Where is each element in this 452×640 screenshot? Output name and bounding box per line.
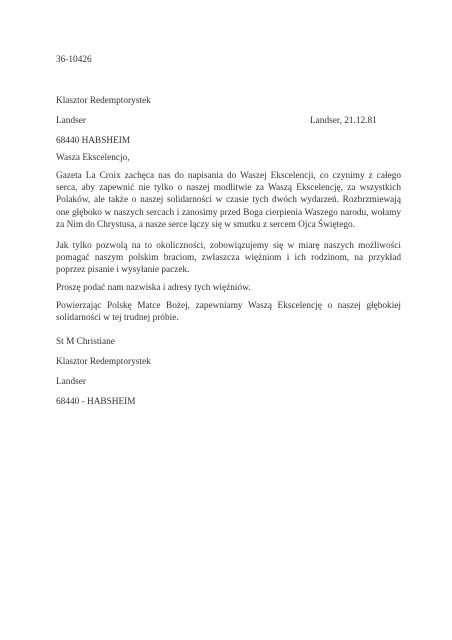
signature-name: St M Christiane	[56, 337, 115, 347]
signature-postcode-city: 68440 - HABSHEIM	[56, 397, 136, 407]
salutation: Wasza Ekscelencjo,	[56, 153, 130, 163]
place-date: Landser, 21.12.81	[310, 116, 377, 126]
body-paragraph-4: Powierzając Polskę Matce Bożej, zapewniamy Waszą Ekscelencję o naszej głębokiej solidarności w tej trudnej próbie.	[56, 301, 401, 324]
sender-name: Klasztor Redemptorystek	[56, 96, 151, 106]
signature-city: Landser	[56, 377, 86, 387]
sender-city: Landser	[56, 116, 86, 126]
signature-convent: Klasztor Redemptorystek	[56, 357, 151, 367]
sender-postcode-city: 68440 HABSHEIM	[56, 136, 131, 146]
body-paragraph-2: Jak tylko pozwolą na to okoliczności, zobowiązujemy się w miarę naszych możliwości pomagać naszym polskim braciom, zwłaszcza więźniom i ich rodzinom, na przykład poprzez pisanie i wysyłanie paczek.	[56, 241, 401, 276]
body-paragraph-3: Proszę podać nam nazwiska i adresy tych więźniów.	[56, 283, 251, 293]
body-paragraph-1: Gazeta La Croix zachęca nas do napisania do Waszej Ekscelencji, co czynimy z całego serca, aby zapewnić nie tylko o naszej modlitwie za Waszą Ekscelencję, za wszystkich Polaków, ale także o naszej solidarności w czasie tych dwóch wydarzeń. Rozbrzmiewają one głęboko w naszych sercach i zanosimy przed Boga cierpienia Waszego narodu, wołamy za Nim do Chrystusa, a nasze serce łączy się w smutku z sercem Ojca Świętego.	[56, 171, 401, 230]
reference-number: 36-10426	[56, 55, 92, 65]
